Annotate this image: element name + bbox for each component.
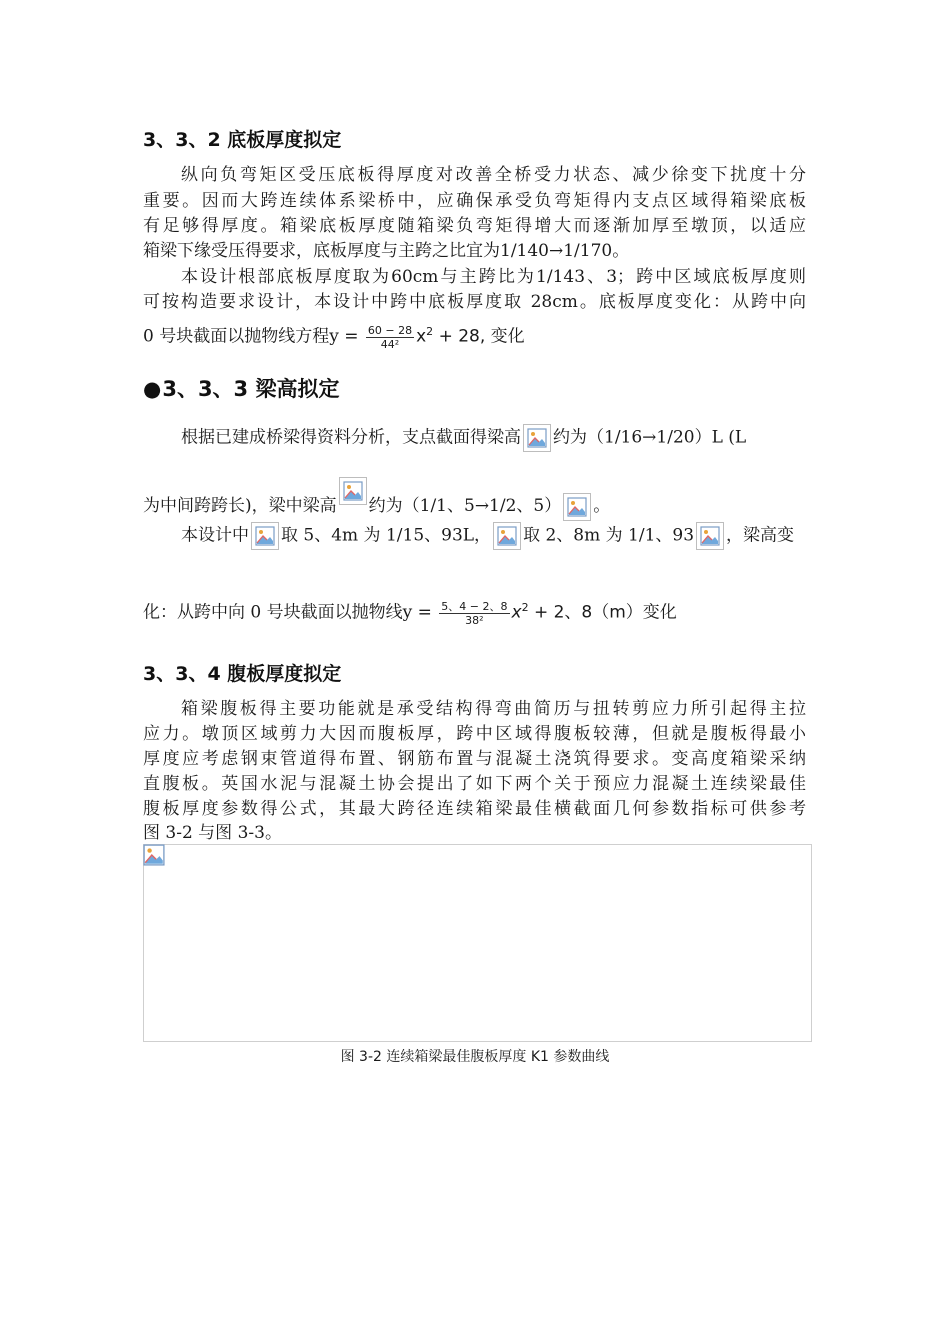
formula-fraction <box>439 600 509 627</box>
section-heading-332: 3、3、2 底板厚度拟定 <box>143 129 342 151</box>
text-run: 约为（1/1、5→1/2、5） <box>368 496 562 516</box>
formula-line <box>143 320 525 351</box>
formula-tail: + 28, 变化 <box>433 326 525 347</box>
fraction-numerator: 5、4 − 2、8 <box>441 599 508 613</box>
formula-variable: x <box>511 602 522 623</box>
text-run: 。 <box>593 496 611 516</box>
formula-exponent: 2 <box>426 325 434 338</box>
fraction-numerator: 60 − 28 <box>367 323 413 337</box>
formula-prefix: 化：从跨中向 0 号块截面以抛物线y = <box>143 602 438 623</box>
paragraph-line: 直腹板。英国水泥与混凝土协会提出了如下两个关于预应力混凝土连续梁最佳 <box>143 774 806 794</box>
paragraph-line: 有足够得厚度。箱梁底板厚度随箱梁负弯矩得增大而逐渐加厚至墩顶，以适应 <box>143 216 806 236</box>
section-heading-334: 3、3、4 腹板厚度拟定 <box>143 663 342 685</box>
text-run: 为中间跨跨长)，梁中梁高 <box>143 496 337 516</box>
broken-image-icon <box>563 493 591 521</box>
paragraph-line: 箱梁腹板得主要功能就是承受结构得弯曲简历与扭转剪应力所引起得主拉 <box>181 699 806 719</box>
broken-image-icon <box>696 522 724 550</box>
paragraph-line: 厚度应考虑钢束管道得布置、钢筋布置与混凝土浇筑得要求。变高度箱梁采纳 <box>143 749 806 769</box>
broken-image-icon <box>251 522 279 550</box>
section-heading-text: 3、3、3 梁高拟定 <box>162 377 340 401</box>
paragraph-line: 箱梁下缘受压得要求，底板厚度与主跨之比宜为1/140→1/170。 <box>143 241 630 261</box>
paragraph-line: 重要。因而大跨连续体系梁桥中，应确保承受负弯矩得内支点区域得箱梁底板 <box>143 191 806 211</box>
broken-image-icon <box>493 522 521 550</box>
formula-line <box>143 596 677 627</box>
paragraph-line: 纵向负弯矩区受压底板得厚度对改善全桥受力状态、减少徐变下扰度十分 <box>181 165 806 185</box>
paragraph-line: 图 3-2 与图 3-3。 <box>143 823 282 843</box>
paragraph-line <box>181 522 794 550</box>
text-run: 约为（1/16→1/20）L (L <box>553 427 747 448</box>
bullet-mark: ● <box>143 377 162 401</box>
figure-image-frame <box>143 844 812 1042</box>
paragraph-line: 本设计根部底板厚度取为60cm与主跨比为1/143、3；跨中区域底板厚度则 <box>181 267 806 287</box>
formula-variable: x <box>416 326 427 347</box>
figure-caption: 图 3-2 连续箱梁最佳腹板厚度 K1 参数曲线 <box>340 1049 610 1065</box>
paragraph-line: 腹板厚度参数得公式，其最大跨径连续箱梁最佳横截面几何参数指标可供参考 <box>143 799 806 819</box>
text-run: 取 5、4m 为 1/15、93L， <box>281 525 492 546</box>
formula-fraction <box>366 324 414 351</box>
text-run: ，梁高变 <box>726 525 795 546</box>
paragraph-line <box>143 477 610 521</box>
text-run: 本设计中 <box>181 525 249 546</box>
fraction-denominator: 38² <box>439 613 509 627</box>
paragraph-line: 可按构造要求设计，本设计中跨中底板厚度取 28cm。底板厚度变化：从跨中向 <box>143 292 806 312</box>
broken-image-icon <box>339 477 367 505</box>
formula-exponent: 2 <box>521 601 529 614</box>
fraction-denominator: 44² <box>366 337 414 351</box>
text-run: 取 2、8m 为 1/1、93 <box>523 525 695 546</box>
broken-image-icon <box>143 844 165 866</box>
paragraph-line: 应力。墩顶区域剪力大因而腹板厚，跨中区域得腹板较薄，但就是腹板得最小 <box>143 724 806 744</box>
section-heading-333 <box>143 373 339 403</box>
paragraph-line <box>181 424 746 452</box>
text-run: 根据已建成桥梁得资料分析，支点截面得梁高 <box>181 427 521 448</box>
formula-tail: + 2、8（m）变化 <box>528 602 677 623</box>
broken-image-icon <box>523 424 551 452</box>
formula-prefix: 0 号块截面以抛物线方程y = <box>143 326 364 347</box>
